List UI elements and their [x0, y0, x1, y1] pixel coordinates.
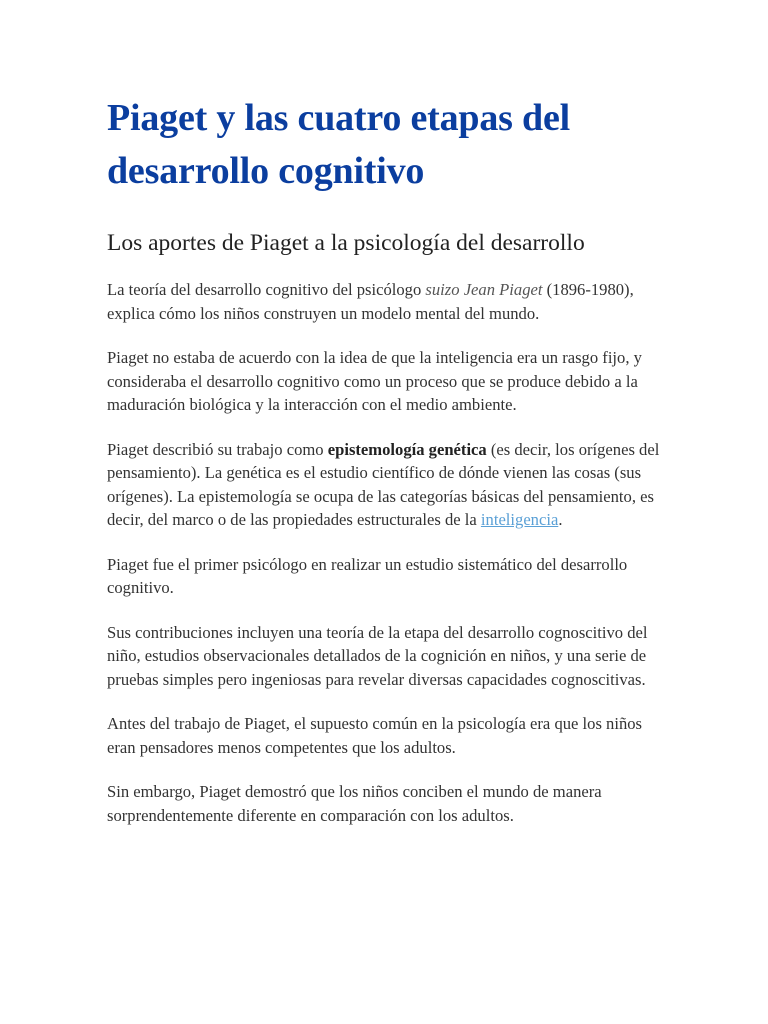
paragraph-5: Sus contribuciones incluyen una teoría de la etapa del desarrollo cognoscitivo del niño, estudios observacionales detallados de la cognición en niños, y una serie de pruebas simples pero ingeniosas para revelar diversas capacidades cognoscitivas.	[107, 622, 648, 689]
article-title: Piaget y las cuatro etapas del desarrollo cognitivo	[107, 97, 570, 192]
paragraph-6: Antes del trabajo de Piaget, el supuesto común en la psicología era que los niños eran pensadores menos competentes que los adultos.	[107, 714, 643, 757]
paragraph-3-text-start: Piaget describió su trabajo como	[107, 439, 328, 459]
paragraph-1-italic-name: suizo Jean Piaget	[425, 280, 543, 299]
inteligencia-link[interactable]: inteligencia	[480, 510, 559, 529]
paragraph-3	[107, 438, 667, 532]
paragraph-4: Piaget fue el primer psicólogo en realizar un estudio sistemático del desarrollo cognitivo.	[107, 554, 628, 597]
paragraph-1	[107, 278, 667, 325]
document-page	[107, 0, 667, 827]
paragraph-1-text-end: (1896-1980), explica cómo los niños construyen un modelo mental del mundo.	[107, 280, 634, 323]
paragraph-3-text-end: .	[558, 510, 563, 529]
paragraph-3-bold-term: epistemología genética	[327, 439, 487, 459]
paragraph-2: Piaget no estaba de acuerdo con la idea de que la inteligencia era un rasgo fijo, y consideraba el desarrollo cognitivo como un proceso que se produce debido a la maduración biológica y la interacción con el medio ambiente.	[107, 348, 642, 414]
paragraph-3-text-middle: (es decir, los orígenes del pensamiento). La genética es el estudio científico de dónde vienen las cosas (sus orígenes). La epistemología se ocupa de las categorías básicas del pensamiento, es decir, del marco o de las propiedades estructurales de la	[107, 439, 660, 529]
paragraph-1-text-start: La teoría del desarrollo cognitivo del psicólogo	[107, 280, 426, 299]
article-subtitle: Los aportes de Piaget a la psicología del desarrollo	[107, 230, 585, 256]
paragraph-7: Sin embargo, Piaget demostró que los niños conciben el mundo de manera sorprendentemente diferente en comparación con los adultos.	[107, 782, 602, 825]
